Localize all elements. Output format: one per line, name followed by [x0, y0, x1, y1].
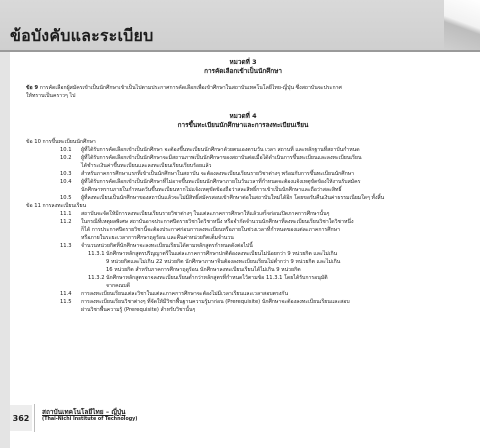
list-item [26, 210, 460, 218]
item-text: นักศึกษาหลักสูตรปริญญาตรีในแต่ละภาคการศึกษาปกติต้องลงทะเบียนไม่น้อยกว่า 9 หน่วยกิต และไม่เกิน [106, 251, 338, 257]
list-item [26, 234, 460, 242]
item-text: 16 หน่วยกิต สำหรับภาคการศึกษาฤดูร้อน นักศึกษาลงทะเบียนเรียนได้ไม่เกิน 9 หน่วยกิต [106, 267, 301, 273]
item-text: จากคณบดี [106, 283, 131, 289]
item-number: 10.4 [60, 179, 72, 185]
list-item [26, 250, 460, 258]
list-item [26, 282, 460, 290]
list-item [26, 186, 460, 194]
list-item [26, 170, 460, 178]
clause-9 [26, 84, 460, 92]
item-text: ผู้ที่ได้รับการคัดเลือกเข้าเป็นนักศึกษาที่ไม่อาจขึ้นทะเบียนนักศึกษาภายในวันเวลาที่กำหนดจะต้องแจ้งเหตุขัดข้องให้งานรับสมัคร [81, 179, 361, 185]
item-text: นักศึกษาหลักสูตรอาจลงทะเบียนเรียนต่ำกว่าหลักสูตรที่กำหนดไว้ตามข้อ 11.3.1 โดยได้รับการอนุมัติ [106, 275, 328, 281]
page-curl [444, 0, 480, 50]
item-number: 10.1 [60, 147, 72, 153]
item-text: นักศึกษาทราบภายในกำหนดวันขึ้นทะเบียนหากไม่แจ้งเหตุขัดข้องถือว่าสละสิทธิ์การเข้าเป็นนักศึกษาและถือว่าสละสิทธิ์ [81, 187, 342, 193]
item-text: การลงทะเบียนเรียนวิชาต่างๆ ที่จัดให้มีวิชาพื้นฐานความรู้มาก่อน (Prerequisite) นักศึกษาจะต้องลงทะเบียนเรียนและสอบ [81, 299, 350, 305]
clause-11-3-subitems [26, 250, 460, 290]
item-text: ก็ได้ การประกาศปิดรายวิชานี้จะต้องประกาศก่อนการลงทะเบียนหรือภายในช่วงเวลาที่กำหนดของแต่ละภาคการศึกษา [81, 227, 340, 233]
chapter-4-subtitle: การขึ้นทะเบียนนักศึกษาและการลงทะเบียนเรียน [177, 121, 309, 129]
footer-institute-english: (Thai-Nichi Institute of Technology) [42, 417, 138, 422]
chapter-3-title: หมวดที่ 3 [229, 58, 257, 66]
page-number: 362 [10, 405, 32, 431]
item-number: 11.3.2 [88, 275, 105, 281]
item-text: 9 หน่วยกิตและไม่เกิน 22 หน่วยกิต นักศึกษาภาษาจีนต้องลงทะเบียนเรียนไม่ต่ำกว่า 9 หน่วยกิต และไม่เกิน [106, 259, 341, 265]
item-number: 10.5 [60, 195, 72, 201]
item-text: ในกรณีที่เหตุผลพิเศษ สถาบันอาจประกาศปิดรายวิชาใดวิชาหนึ่ง หรือจำกัดจำนวนนักศึกษาที่ลงทะเบียนเรียนวิชาใดวิชาหนึ่ง [81, 219, 354, 225]
chapter-4-title: หมวดที่ 4 [229, 112, 257, 120]
item-text: ผู้ที่ได้รับการคัดเลือกเข้าเป็นนักศึกษา จะต้องขึ้นทะเบียนนักศึกษาด้วยตนเองตามวัน เวลา สถานที่ และหลักฐานที่สถาบันกำหนด [81, 147, 360, 153]
list-item [26, 218, 460, 226]
footer-divider [34, 404, 35, 432]
list-item [26, 154, 460, 162]
item-text: สถาบันจะจัดให้มีการลงทะเบียนเรียนรายวิชาต่างๆ ในแต่ละภาคการศึกษาให้แล้วเสร็จก่อนเปิดภาคการศึกษานั้นๆ [81, 211, 330, 217]
left-margin-strip [0, 52, 10, 448]
item-number: 11.2 [60, 219, 72, 225]
item-text: ผู้ที่ได้รับการคัดเลือกเข้าเป็นนักศึกษาจะมีสถานภาพเป็นนักศึกษาของสถาบันต่อเมื่อได้ดำเนินการขึ้นทะเบียนและลงทะเบียนเรียน [81, 155, 362, 161]
item-text: การลงทะเบียนเรียนแต่ละวิชาในแต่ละภาคการศึกษาจะต้องไม่มีเวลาเรียนและเวลาสอบตรงกัน [81, 291, 288, 297]
item-text: หรือภายในระยะเวลาการศึกษาฤดูร้อน และคืนค่าหน่วยกิตเต็มจำนวน [81, 235, 234, 241]
item-number: 11.3 [60, 243, 72, 249]
list-item [26, 146, 460, 154]
clause-9-text: การคัดเลือกผู้สมัครเข้าเป็นนักศึกษาเข้าเป็นไปตามประกาศการคัดเลือกเพื่อเข้าศึกษาในสถาบันเทคโนโลยีไทย-ญี่ปุ่น ซึ่งสถาบันจะประกาศ [39, 85, 342, 91]
document-body [26, 58, 460, 314]
item-number: 11.5 [60, 299, 72, 305]
item-text: ได้ชำระเงินค่าขึ้นทะเบียนและลงทะเบียนเรียนเรียบร้อยแล้ว [81, 163, 212, 169]
list-item [26, 266, 460, 274]
list-item [26, 194, 460, 202]
item-text: จำนวนหน่วยกิตที่นักศึกษาจะลงทะเบียนเรียนได้ตามหลักสูตรกำหนดดังต่อไปนี้ [81, 243, 253, 249]
clause-9-label: ข้อ 9 [26, 85, 39, 91]
section-header-title: ข้อบังคับและระเบียบ [10, 26, 154, 45]
list-item [26, 162, 460, 170]
list-item [26, 258, 460, 266]
clause-10-heading: ข้อ 10 การขึ้นทะเบียนนักศึกษา [26, 139, 96, 145]
clause-11-items [26, 210, 460, 250]
item-number: 11.1 [60, 211, 72, 217]
item-number: 10.2 [60, 155, 72, 161]
item-text: ผ่านวิชาพื้นความรู้ (Prerequisite) สำหรับวิชานั้นๆ [81, 307, 196, 313]
list-item [26, 274, 460, 282]
clause-10-items [26, 146, 460, 202]
clause-11-items-continued [26, 290, 460, 314]
item-number: 11.3.1 [88, 251, 105, 257]
item-text: สำหรับภาคการศึกษาแรกที่เข้าเป็นนักศึกษาในสถาบัน จะต้องลงทะเบียนเรียนรายวิชาต่างๆ พร้อมกับการขึ้นทะเบียนนักศึกษา [81, 171, 355, 177]
list-item [26, 290, 460, 298]
clause-11-heading: ข้อ 11 การลงทะเบียนเรียน [26, 203, 87, 209]
item-number: 10.3 [60, 171, 72, 177]
footer-institute-thai: สถาบันเทคโนโลยีไทย – ญี่ปุ่น [42, 408, 126, 416]
clause-9-continuation: ให้ทราบเป็นคราวๆ ไป [26, 93, 76, 99]
list-item [26, 226, 460, 234]
chapter-3-subtitle: การคัดเลือกเข้าเป็นนักศึกษา [204, 67, 282, 75]
list-item [26, 242, 460, 250]
item-text: ผู้ที่ลงทะเบียนเป็นนักศึกษาของสถาบันแล้วจะไม่มีสิทธิ์สมัครสอบเข้าศึกษาต่อในสถาบันใหม่ได้อีก โดยขอรับคืนเงินค่าธรรมเนียมใดๆ ทั้งสิ้น [81, 195, 385, 201]
list-item [26, 298, 460, 306]
item-number: 11.4 [60, 291, 72, 297]
list-item [26, 306, 460, 314]
header-divider [0, 50, 480, 52]
list-item [26, 178, 460, 186]
